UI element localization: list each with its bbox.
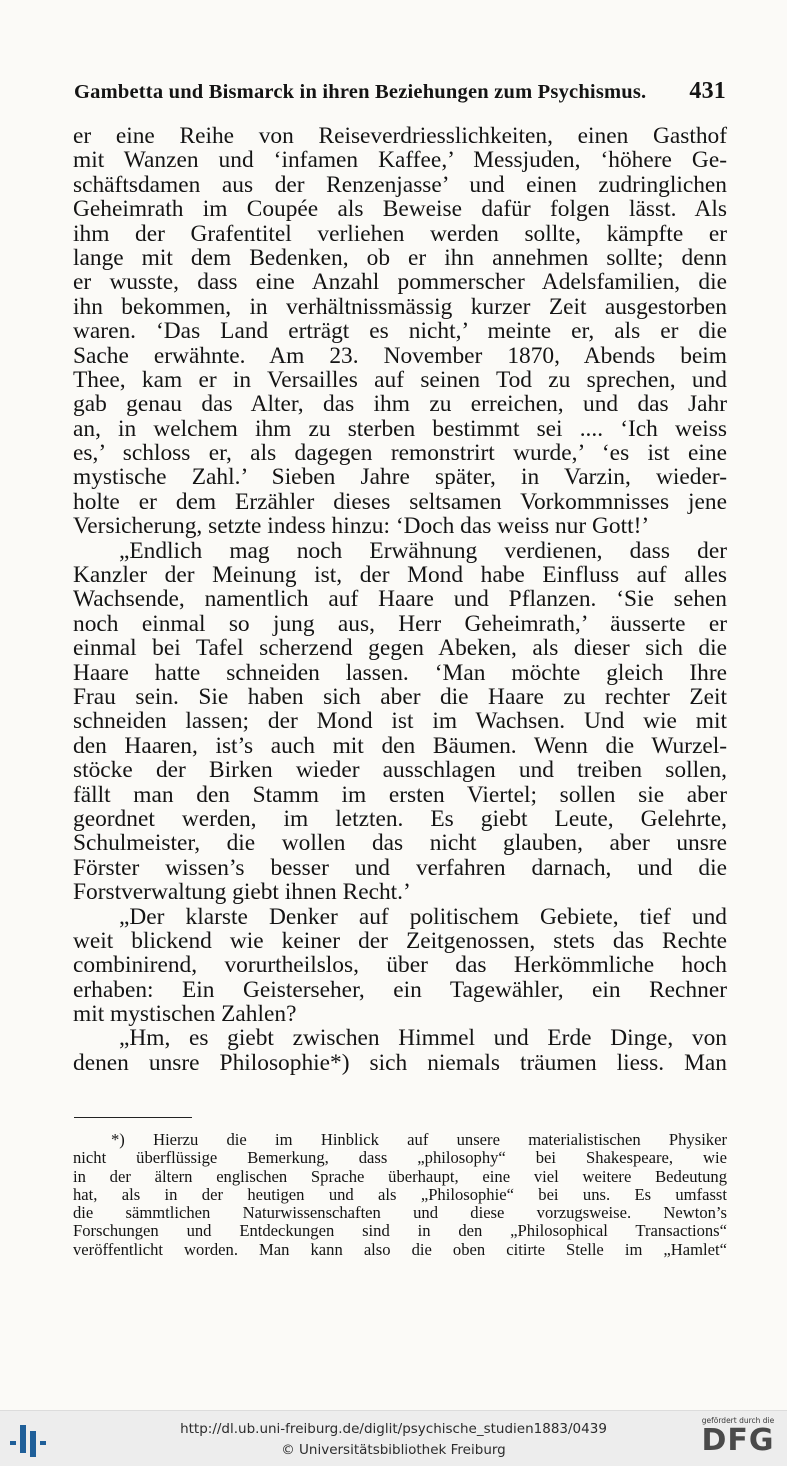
text-line: geordnet werden, im letzten. Es giebt Leute, Gelehrte, [73,805,727,832]
footnote-line: *) Hierzu die im Hinblick auf unsere materialistischen Physiker [111,1130,727,1149]
text-line: denen unsre Philosophie*) sich niemals träumen liess. Man [73,1049,727,1076]
text-line: Geheimrath im Coupée als Beweise dafür folgen lässt. Als [73,196,727,223]
page-number: 431 [689,78,726,104]
text-line: „Hm, es giebt zwischen Himmel und Erde Dinge, von [119,1025,727,1052]
text-line: Förster wissen’s besser und verfahren darnach, und die [73,854,727,881]
text-line: lange mit dem Bedenken, ob er ihn annehmen sollte; denn [73,244,727,271]
text-line: schäftsdamen aus der Renzenjasse’ und einen zudringlichen [73,171,727,198]
text-line: Wachsende, namentlich auf Haare und Pflanzen. ‘Sie sehen [73,586,727,613]
footnote-line: hat, als in der heutigen und als „Philosophie“ bei uns. Es umfasst [73,1184,727,1204]
dfg-wordmark: DFG [701,1423,775,1458]
text-line: fällt man den Stamm im ersten Viertel; sollen sie aber [73,781,727,808]
text-line: combinirend, vorurtheilslos, über das Herkömmliche hoch [73,952,727,979]
text-line: Sache erwähnte. Am 23. November 1870, Abends beim [73,342,727,369]
footnote-line: Forschungen und Entdeckungen sind in den „Philosophical Transactions“ [73,1221,727,1241]
text-line: Forstverwaltung giebt ihnen Recht.’ [73,879,411,906]
text-line: schneiden lassen; der Mond ist im Wachsen. Und wie mit [73,708,727,735]
text-line: Schulmeister, die wollen das nicht glauben, aber unsre [73,830,727,857]
source-url-link[interactable]: http://dl.ub.uni-freiburg.de/diglit/psychische_studien1883/0439 [180,1421,607,1437]
footnote-line: die sämmtlichen Naturwissenschaften und diese vorzugsweise. Newton’s [73,1203,727,1223]
text-line: Frau sein. Sie haben sich aber die Haare zu rechter Zeit [73,683,727,710]
text-line: Thee, kam er in Versailles auf seinen Tod zu sprechen, und [73,366,727,393]
text-line: ihm der Grafentitel verliehen werden sollte, kämpfte er [73,220,727,247]
text-line: gab genau das Alter, das ihm zu erreichen, und das Jahr [73,391,727,418]
dfg-logo[interactable] [693,1414,783,1464]
text-line: noch einmal so jung aus, Herr Geheimrath,’ äusserte er [73,610,727,637]
text-line: erhaben: Ein Geisterseher, ein Tagewähler, ein Rechner [73,976,727,1003]
text-line: „Der klarste Denker auf politischem Gebiete, tief und [119,903,727,930]
text-line: mit Wanzen und ‘infamen Kaffee,’ Messjuden, ‘höhere Ge- [73,147,727,174]
text-line: Versicherung, setzte indess hinzu: ‘Doch das weiss nur Gott!’ [73,513,650,540]
viewer-footer-bar [0,1410,787,1466]
text-line: er wusste, dass eine Anzahl pommerscher Adelsfamilien, die [73,269,727,296]
text-line: holte er dem Erzähler dieses seltsamen Vorkommnisses jene [73,488,727,515]
text-line: ihn bekommen, in verhältnissmässig kurzer Zeit ausgestorben [73,293,727,320]
text-line: einmal bei Tafel scherzend gegen Abeken, als dieser sich die [73,635,727,662]
text-line: waren. ‘Das Land erträgt es nicht,’ meinte er, als er die [73,318,727,345]
footnote-line: veröffentlicht worden. Man kann also die oben citirte Stelle im „Hamlet“ [73,1239,727,1259]
copyright-notice: © Universitätsbibliothek Freiburg [281,1442,506,1458]
text-line: mystische Zahl.’ Sieben Jahre später, in Varzin, wieder- [73,464,727,491]
text-line: den Haaren, ist’s auch mit den Bäumen. Wenn die Wurzel- [73,732,727,759]
text-line: es,’ schloss er, als dagegen remonstrirt wurde,’ ‘es ist eine [73,440,727,467]
text-line: er eine Reihe von Reiseverdriesslichkeiten, einen Gasthof [73,123,727,149]
footnote-line: in der ältern englischen Sprache überhaupt, eine viel weitere Bedeutung [73,1166,727,1186]
body-text [73,124,727,1075]
text-line: Haare hatte schneiden lassen. ‘Man möchte gleich Ihre [73,659,727,686]
running-head [74,78,726,105]
dfg-tagline: gefördert durch die [701,1416,775,1425]
running-head-title: Gambetta und Bismarck in ihren Beziehungen zum Psychismus. [74,81,647,103]
footnote-line: nicht überflüssige Bemerkung, dass „philosophy“ bei Shakespeare, wie [73,1148,727,1168]
text-line: weit blickend wie keiner der Zeitgenossen, stets das Rechte [73,927,727,954]
text-line: mit mystischen Zahlen? [73,1001,297,1028]
footnotes [73,1131,727,1259]
text-line: an, in welchem ihm zu sterben bestimmt sei .... ‘Ich weiss [73,415,727,442]
footnote-divider [74,1117,192,1118]
text-line: „Endlich mag noch Erwähnung verdienen, dass der [119,537,727,564]
text-line: stöcke der Birken wieder ausschlagen und treiben sollen, [73,757,727,784]
text-line: Kanzler der Meinung ist, der Mond habe Einfluss auf alles [73,562,727,589]
